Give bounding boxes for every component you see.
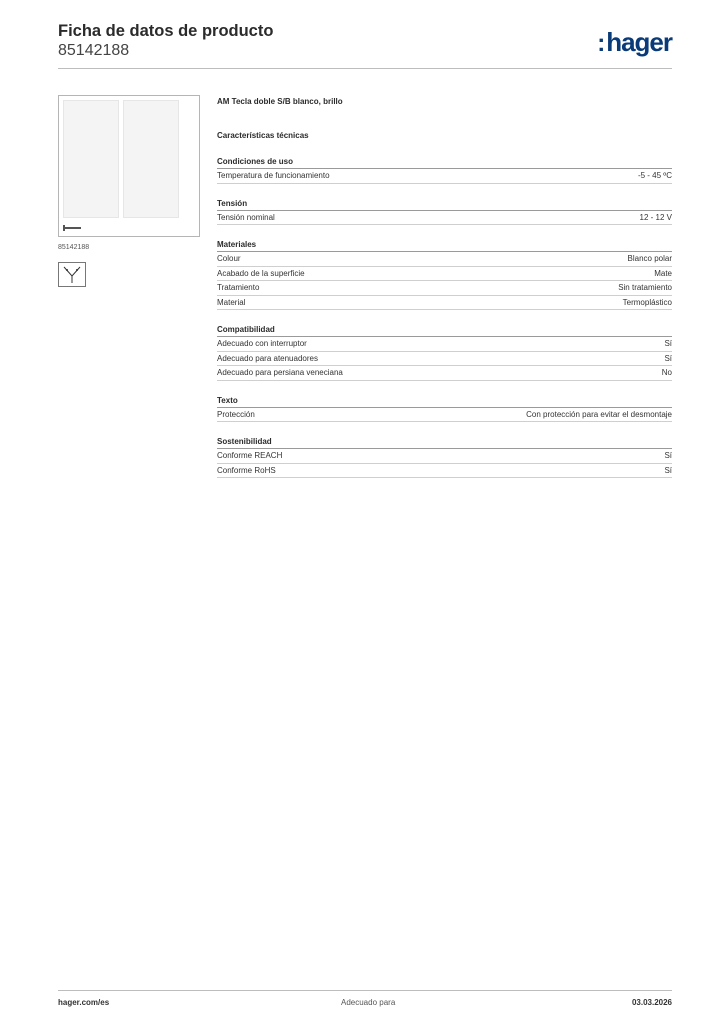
- spec-row: [217, 211, 672, 226]
- section-title: Compatibilidad: [217, 324, 672, 337]
- spec-section: [217, 198, 672, 226]
- header-divider: [58, 68, 672, 69]
- section-title: Condiciones de uso: [217, 156, 672, 169]
- spec-section: [217, 156, 672, 184]
- spec-value: Blanco polar: [627, 254, 672, 263]
- image-code: 85142188: [58, 244, 90, 251]
- spec-row: [217, 296, 672, 311]
- spec-label: Conforme REACH: [217, 451, 283, 460]
- product-details: [217, 96, 672, 478]
- spec-label: Acabado de la superficie: [217, 268, 305, 278]
- spec-value: Sí: [664, 353, 672, 363]
- spec-value: Mate: [654, 268, 672, 278]
- spec-value: Sí: [664, 465, 672, 475]
- spec-label: Tensión nominal: [217, 212, 275, 222]
- logo-dots: :: [597, 30, 606, 57]
- section-title: Materiales: [217, 239, 672, 252]
- spec-value: Sí: [664, 339, 672, 348]
- spec-row: [217, 449, 672, 464]
- spec-label: Adecuado para atenuadores: [217, 353, 318, 363]
- rocker-left: [63, 100, 119, 218]
- spec-row: [217, 352, 672, 367]
- spec-section: [217, 239, 672, 310]
- spec-value: Termoplástico: [622, 297, 672, 307]
- spec-label: Adecuado con interruptor: [217, 339, 307, 348]
- spec-row: [217, 464, 672, 479]
- spec-row: [217, 366, 672, 381]
- spec-section: [217, 436, 672, 478]
- spec-label: Tratamiento: [217, 283, 260, 292]
- spec-row: [217, 267, 672, 282]
- spec-value: Sí: [664, 451, 672, 460]
- spec-row: [217, 337, 672, 352]
- section-title: Texto: [217, 395, 672, 408]
- footer-divider: [58, 990, 672, 991]
- page-header: [58, 21, 672, 60]
- spec-sections: [217, 156, 672, 478]
- footer-center: Adecuado para: [341, 998, 396, 1007]
- spec-row: [217, 281, 672, 296]
- scale-icon: [63, 227, 81, 229]
- spec-value: Sin tratamiento: [618, 283, 672, 292]
- hager-logo: [597, 27, 672, 58]
- footer-website[interactable]: hager.com/es: [58, 998, 110, 1007]
- spec-label: Material: [217, 297, 246, 307]
- spec-section: [217, 324, 672, 381]
- section-title: Sostenibilidad: [217, 436, 672, 449]
- spec-row: [217, 408, 672, 423]
- product-code: 85142188: [58, 42, 130, 59]
- spec-label: Colour: [217, 254, 241, 263]
- logo-text: hager: [606, 27, 672, 57]
- spec-value: Con protección para evitar el desmontaje: [526, 409, 672, 419]
- switch-symbol-icon: [58, 262, 86, 287]
- spec-label: Conforme RoHS: [217, 465, 276, 475]
- page-title: Ficha de datos de producto: [58, 22, 274, 40]
- spec-label: Protección: [217, 409, 255, 419]
- tech-heading: Características técnicas: [217, 131, 309, 140]
- section-title: Tensión: [217, 198, 672, 211]
- product-name: AM Tecla doble S/B blanco, brillo: [217, 97, 343, 106]
- rocker-right: [123, 100, 179, 218]
- spec-row: [217, 169, 672, 184]
- footer-date: 03.03.2026: [631, 998, 672, 1007]
- spec-value: -5 - 45 ºC: [637, 171, 672, 180]
- spec-label: Adecuado para persiana veneciana: [217, 368, 343, 377]
- product-image: [58, 95, 200, 237]
- spec-label: Temperatura de funcionamiento: [217, 171, 330, 180]
- spec-value: 12 - 12 V: [639, 212, 672, 222]
- spec-section: [217, 395, 672, 423]
- spec-row: [217, 252, 672, 267]
- spec-value: No: [661, 368, 672, 377]
